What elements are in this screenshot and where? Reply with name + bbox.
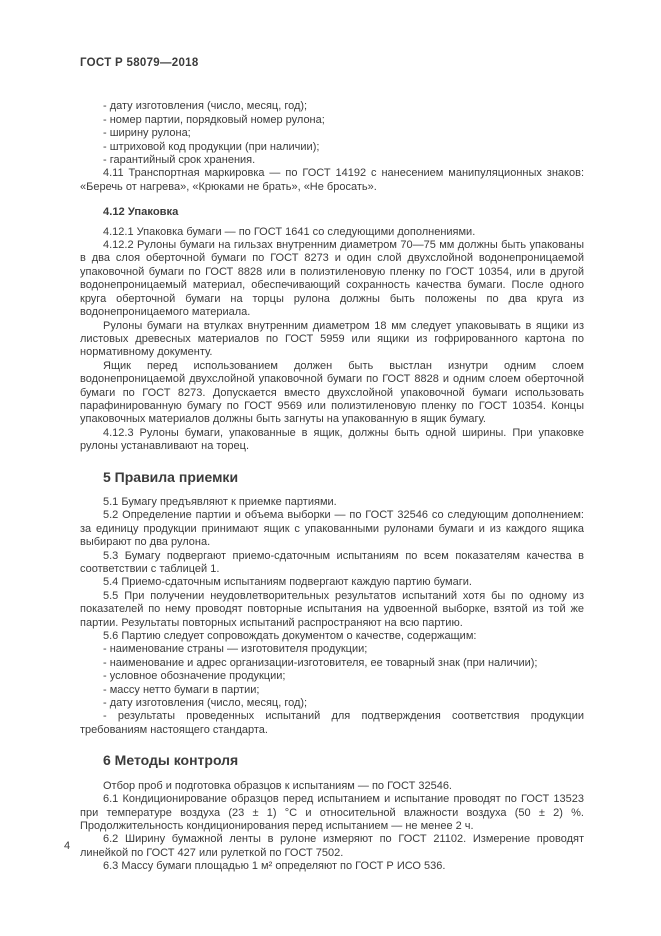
paragraph-5-5: 5.5 При получении неудовлетворительных результатов испытаний хотя бы по одному из показателей по нему проводят повторные испытания на удвоенной выборке, взятой из той же партии. Результаты повторных испытаний распространяют на всю партию. — [80, 589, 584, 629]
paragraph-4-11: 4.11 Транспортная маркировка — по ГОСТ 14192 с нанесением манипуляционных знаков: «Беречь от нагрева», «Крюками не брать», «Не бросать». — [80, 167, 584, 193]
subsection-heading-4-12: 4.12 Упаковка — [103, 206, 179, 219]
paragraph-5-1: 5.1 Бумагу предъявляют к приемке партиями. — [103, 495, 337, 508]
quality-doc-list-item: - наименование и адрес организации-изготовителя, ее товарный знак (при наличии); — [103, 656, 538, 669]
quality-doc-list-item: - результаты проведенных испытаний для подтверждения соответствия продукции требованиям настоящего стандарта. — [80, 710, 584, 736]
marking-list-item: - штриховой код продукции (при наличии); — [103, 140, 320, 153]
paragraph-4-12-2: 4.12.2 Рулоны бумаги на гильзах внутренним диаметром 70—75 мм должны быть упакованы в два слоя оберточной бумаги по ГОСТ 8273 и один слой двухслойной водонепроницаемой упаковочной бумаги по ГОСТ 8828 или в полиэтиленовую пленку по ГОСТ 10354, или в другой водонепроницаемый материал, обеспечивающий сохранность качества бумаги. После одного круга оберточной бумаги на торцы рулона должны быть положены по два круга из водонепроницаемого материала. — [80, 239, 584, 319]
paragraph-4-12-1: 4.12.1 Упаковка бумаги — по ГОСТ 1641 со следующими дополнениями. — [103, 225, 476, 238]
marking-list-item: - дату изготовления (число, месяц, год); — [103, 100, 308, 113]
paragraph-4-12-2-cont-1: Рулоны бумаги на втулках внутренним диаметром 18 мм следует упаковывать в ящики из листовых древесных материалов по ГОСТ 5959 или ящики из гофрированного картона по нормативному документу. — [80, 319, 584, 359]
marking-list-item: - номер партии, порядковый номер рулона; — [103, 113, 325, 126]
paragraph-4-12-3: 4.12.3 Рулоны бумаги, упакованные в ящик, должны быть одной ширины. При упаковке рулоны устанавливают на торец. — [80, 426, 584, 453]
paragraph-5-4: 5.4 Приемо-сдаточным испытаниям подвергают каждую партию бумаги. — [103, 576, 472, 589]
section-heading-5: 5 Правила приемки — [103, 468, 239, 485]
paragraph-4-12-2-cont-2: Ящик перед использованием должен быть выстлан изнутри одним слоем водонепроницаемой двухслойной упаковочной бумаги по ГОСТ 8828 и одним слоем оберточной бумаги по ГОСТ 8273. Допускается вместо двухслойной упаковочной бумаги использовать парафинированную бумагу по ГОСТ 9569 или полиэтиленовую пленку по ГОСТ 10354. Концы упаковочных материалов должны быть загнуты на упакованную в ящик бумагу. — [80, 359, 584, 426]
section-heading-6: 6 Методы контроля — [103, 752, 239, 769]
quality-doc-list-item: - наименование страны — изготовителя продукции; — [103, 643, 368, 656]
paragraph-6-intro: Отбор проб и подготовка образцов к испытаниям — по ГОСТ 32546. — [103, 779, 452, 792]
paragraph-5-3: 5.3 Бумагу подвергают приемо-сдаточным испытаниям по всем показателям качества в соответствии с таблицей 1. — [80, 549, 584, 575]
quality-doc-list-item: - дату изготовления (число, месяц, год); — [103, 697, 308, 710]
paragraph-6-1: 6.1 Кондиционирование образцов перед испытанием и испытание проводят по ГОСТ 13523 при температуре воздуха (23 ± 1) °C и относительной влажности воздуха (50 ± 2) %. Продолжительность кондиционирования перед испытанием — не менее 2 ч. — [80, 793, 584, 832]
document-content — [80, 57, 584, 874]
document-code-header: ГОСТ Р 58079—2018 — [80, 57, 199, 69]
paragraph-6-3: 6.3 Массу бумаги площадью 1 м² определяют по ГОСТ Р ИСО 536. — [103, 860, 446, 873]
page-number: 4 — [64, 840, 71, 852]
marking-list-item: - ширину рулона; — [103, 127, 191, 140]
paragraph-5-2: 5.2 Определение партии и объема выборки — по ГОСТ 32546 со следующим дополнением: за единицу продукции принимают ящик с упакованными рулонами бумаги и из каждого ящика выбирают по два рулона. — [80, 509, 584, 549]
marking-list-item: - гарантийный срок хранения. — [103, 154, 256, 167]
paragraph-6-2: 6.2 Ширину бумажной ленты в рулоне измеряют по ГОСТ 21102. Измерение проводят линейкой по ГОСТ 427 или рулеткой по ГОСТ 7502. — [80, 833, 584, 859]
quality-doc-list-item: - условное обозначение продукции; — [103, 670, 286, 683]
quality-doc-list-item: - массу нетто бумаги в партии; — [103, 683, 260, 696]
paragraph-5-6: 5.6 Партию следует сопровождать документом о качестве, содержащим: — [103, 630, 477, 643]
